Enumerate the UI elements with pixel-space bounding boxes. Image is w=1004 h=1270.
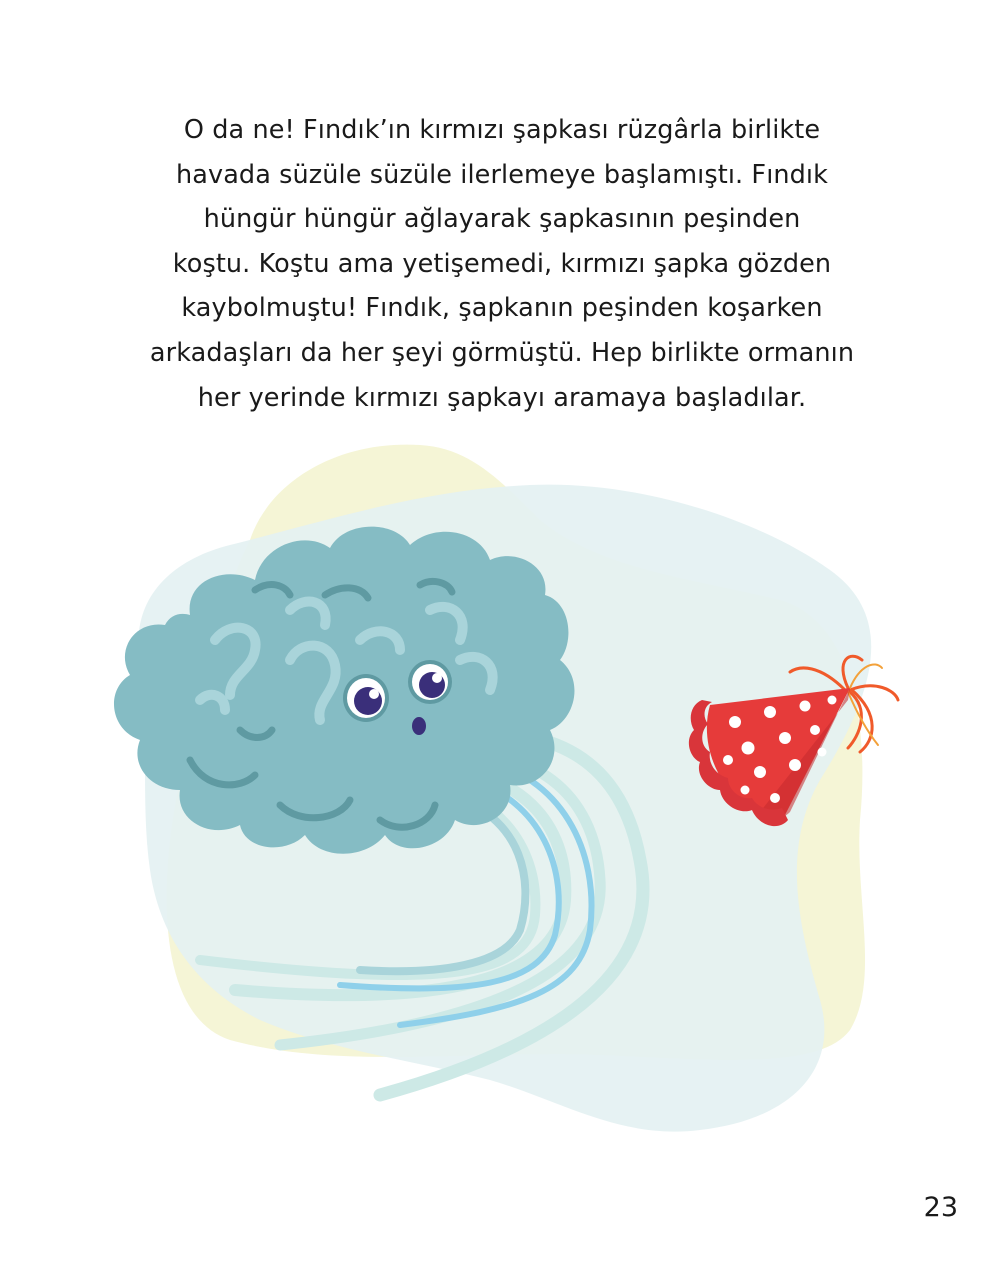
page-number: 23	[923, 1192, 958, 1223]
illustration	[0, 420, 1004, 1180]
eye-left	[343, 674, 389, 722]
story-line: koştu. Koştu ama yetişemedi, kırmızı şapka gözden	[172, 248, 832, 279]
eye-right	[408, 660, 452, 704]
story-line: her yerinde kırmızı şapkayı aramaya başladılar.	[197, 382, 807, 413]
story-line: kaybolmuştu! Fındık, şapkanın peşinden koşarken	[181, 293, 823, 324]
story-line: hüngür hüngür ağlayarak şapkasının peşinden	[203, 204, 801, 235]
story-line: O da ne! Fındık’ın kırmızı şapkası rüzgârla birlikte	[183, 115, 821, 145]
story-line: arkadaşları da her şeyi görmüştü. Hep birlikte ormanın	[149, 337, 855, 368]
story-line: havada süzüle süzüle ilerlemeye başlamıştı. Fındık	[176, 159, 828, 190]
story-paragraph	[60, 108, 944, 420]
cloud-mouth	[412, 717, 426, 735]
